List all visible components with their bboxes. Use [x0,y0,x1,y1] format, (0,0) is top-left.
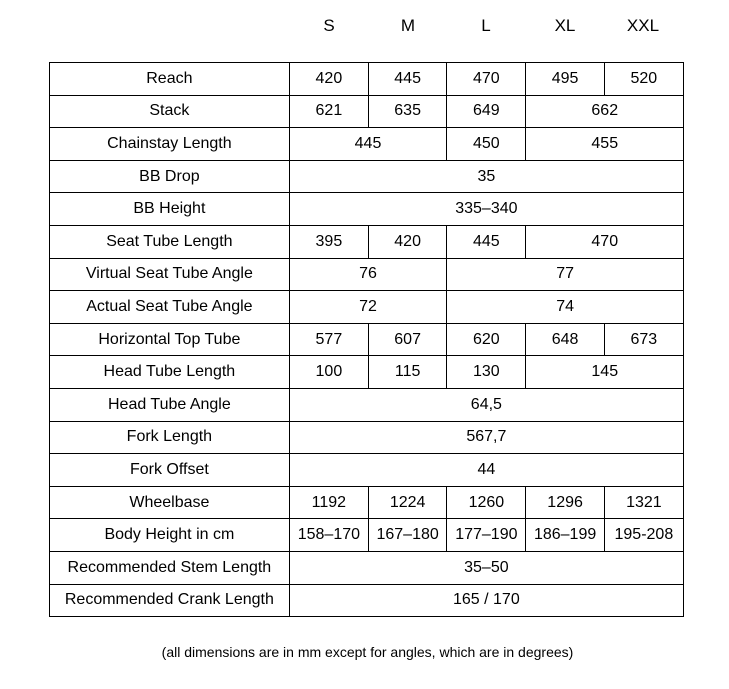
table-row [50,160,684,193]
table-cell: 1224 [369,486,447,519]
table-row [50,323,684,356]
table-cell: 420 [369,225,447,258]
table-row [50,258,684,291]
row-label: BB Drop [50,160,290,193]
table-cell: 115 [369,356,447,389]
table-cell: 158–170 [289,519,368,552]
row-label: Recommended Stem Length [50,551,290,584]
table-cell: 445 [447,225,526,258]
table-cell: 35–50 [289,551,683,584]
table-cell: 395 [289,225,368,258]
table-cell: 186–199 [526,519,604,552]
row-label: Virtual Seat Tube Angle [50,258,290,291]
row-label: Actual Seat Tube Angle [50,291,290,324]
table-cell: 1192 [289,486,368,519]
table-cell: 470 [526,225,684,258]
table-cell: 662 [526,95,684,128]
table-cell: 470 [447,63,526,96]
table-cell: 607 [369,323,447,356]
table-cell: 621 [289,95,368,128]
table-row [50,486,684,519]
table-row [50,225,684,258]
table-cell: 567,7 [289,421,683,454]
table-cell: 648 [526,323,604,356]
table-cell: 420 [289,63,368,96]
table-row [50,388,684,421]
row-label: Head Tube Angle [50,388,290,421]
table-cell: 74 [447,291,684,324]
row-label: Fork Offset [50,454,290,487]
size-label-m: M [400,16,416,35]
table-cell: 520 [604,63,683,96]
table-cell: 100 [289,356,368,389]
row-label: Seat Tube Length [50,225,290,258]
table-cell: 1260 [447,486,526,519]
table-cell: 177–190 [447,519,526,552]
geometry-table [49,62,684,617]
table-row [50,584,684,617]
table-row [50,193,684,226]
row-label: BB Height [50,193,290,226]
table-cell: 44 [289,454,683,487]
size-label-xxl: XXL [626,16,660,35]
table-cell: 335–340 [289,193,683,226]
row-label: Fork Length [50,421,290,454]
table-cell: 495 [526,63,604,96]
table-cell: 673 [604,323,683,356]
size-label-xl: XL [554,16,576,35]
table-row [50,421,684,454]
table-cell: 130 [447,356,526,389]
table-cell: 1296 [526,486,604,519]
table-cell: 165 / 170 [289,584,683,617]
row-label: Wheelbase [50,486,290,519]
table-cell: 445 [369,63,447,96]
table-cell: 167–180 [369,519,447,552]
size-header [290,14,684,38]
row-label: Body Height in cm [50,519,290,552]
row-label: Reach [50,63,290,96]
table-cell: 455 [526,128,684,161]
table-row [50,356,684,389]
row-label: Head Tube Length [50,356,290,389]
table-cell: 76 [289,258,446,291]
table-cell: 64,5 [289,388,683,421]
table-row [50,128,684,161]
row-label: Chainstay Length [50,128,290,161]
row-label: Recommended Crank Length [50,584,290,617]
footnote: (all dimensions are in mm except for angles, which are in degrees) [161,644,574,660]
table-cell: 450 [447,128,526,161]
table-cell: 635 [369,95,447,128]
table-row [50,95,684,128]
table-cell: 1321 [604,486,683,519]
size-label-s: S [323,16,335,35]
table-row [50,551,684,584]
row-label: Horizontal Top Tube [50,323,290,356]
table-row [50,454,684,487]
table-cell: 72 [289,291,446,324]
table-cell: 620 [447,323,526,356]
table-cell: 577 [289,323,368,356]
table-row [50,63,684,96]
row-label: Stack [50,95,290,128]
size-label-l: L [481,16,491,35]
table-cell: 195-208 [604,519,683,552]
table-cell: 77 [447,258,684,291]
table-row [50,291,684,324]
table-cell: 35 [289,160,683,193]
table-cell: 649 [447,95,526,128]
table-cell: 145 [526,356,684,389]
table-row [50,519,684,552]
table-cell: 445 [289,128,446,161]
